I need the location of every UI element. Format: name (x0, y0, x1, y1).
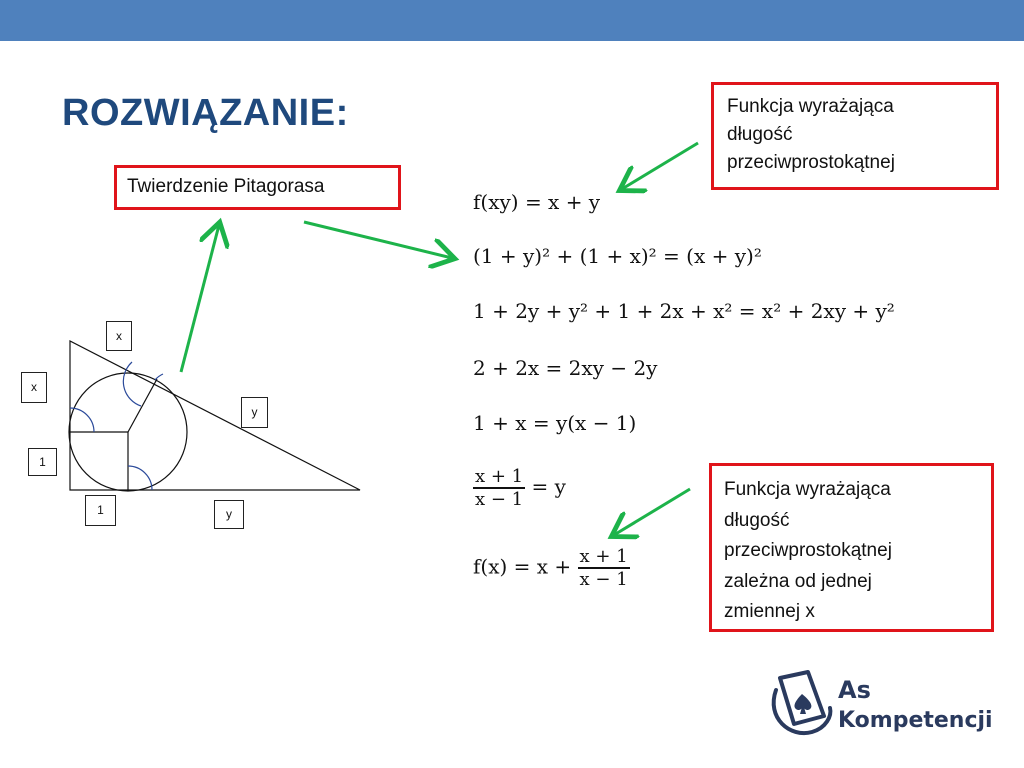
angle-arc (123, 362, 141, 406)
arrow (622, 143, 698, 189)
right-triangle (70, 341, 360, 490)
label-y-bottom: y (214, 500, 244, 529)
equation-1: f(xy) = x + y (473, 190, 601, 214)
label-one-left: 1 (28, 448, 57, 476)
equation-6-rhs: = y (531, 474, 566, 499)
arrow (181, 225, 219, 372)
arrow (614, 489, 690, 535)
box-top-line: przeciwprostokątnej (727, 152, 895, 173)
equation-4: 2 + 2x = 2xy − 2y (473, 356, 658, 380)
equation-2: (1 + y)² + (1 + x)² = (x + y)² (473, 244, 762, 268)
equation-5: 1 + x = y(x − 1) (473, 411, 637, 435)
slide-title: ROZWIĄZANIE: (62, 92, 349, 134)
radius-line (128, 379, 157, 432)
box-top-line: Funkcja wyrażająca (727, 96, 894, 117)
label-y-hypotenuse: y (241, 397, 268, 428)
label-x-left: x (21, 372, 47, 403)
box-top-line: długość (727, 124, 793, 145)
equation-3: 1 + 2y + y² + 1 + 2x + x² = x² + 2xy + y² (473, 299, 895, 323)
equation-7-lhs: f(x) = x + (473, 554, 572, 579)
logo-text-line1: As (838, 676, 871, 704)
label-x-top: x (106, 321, 132, 351)
fraction-numerator: x + 1 (579, 546, 628, 567)
box-bottom-line: przeciwprostokątnej (724, 540, 892, 561)
fraction-denominator: x − 1 (579, 569, 628, 590)
box-bottom-line: długość (724, 509, 790, 531)
angle-arc (128, 466, 152, 490)
box-bottom-line: zmiennej x (724, 601, 815, 622)
fraction-denominator: x − 1 (475, 489, 524, 510)
fraction-numerator: x + 1 (475, 466, 524, 487)
logo-text-line2: Kompetencji (838, 708, 993, 733)
box-bottom-line: zależna od jednej (724, 570, 872, 592)
arrow (304, 222, 452, 258)
pythagoras-label: Twierdzenie Pitagorasa (127, 176, 325, 197)
box-bottom-line: Funkcja wyrażająca (724, 479, 891, 500)
angle-arc (155, 374, 163, 380)
logo-icon (774, 672, 831, 733)
label-one-bottom: 1 (85, 495, 116, 526)
angle-arc (70, 408, 94, 432)
